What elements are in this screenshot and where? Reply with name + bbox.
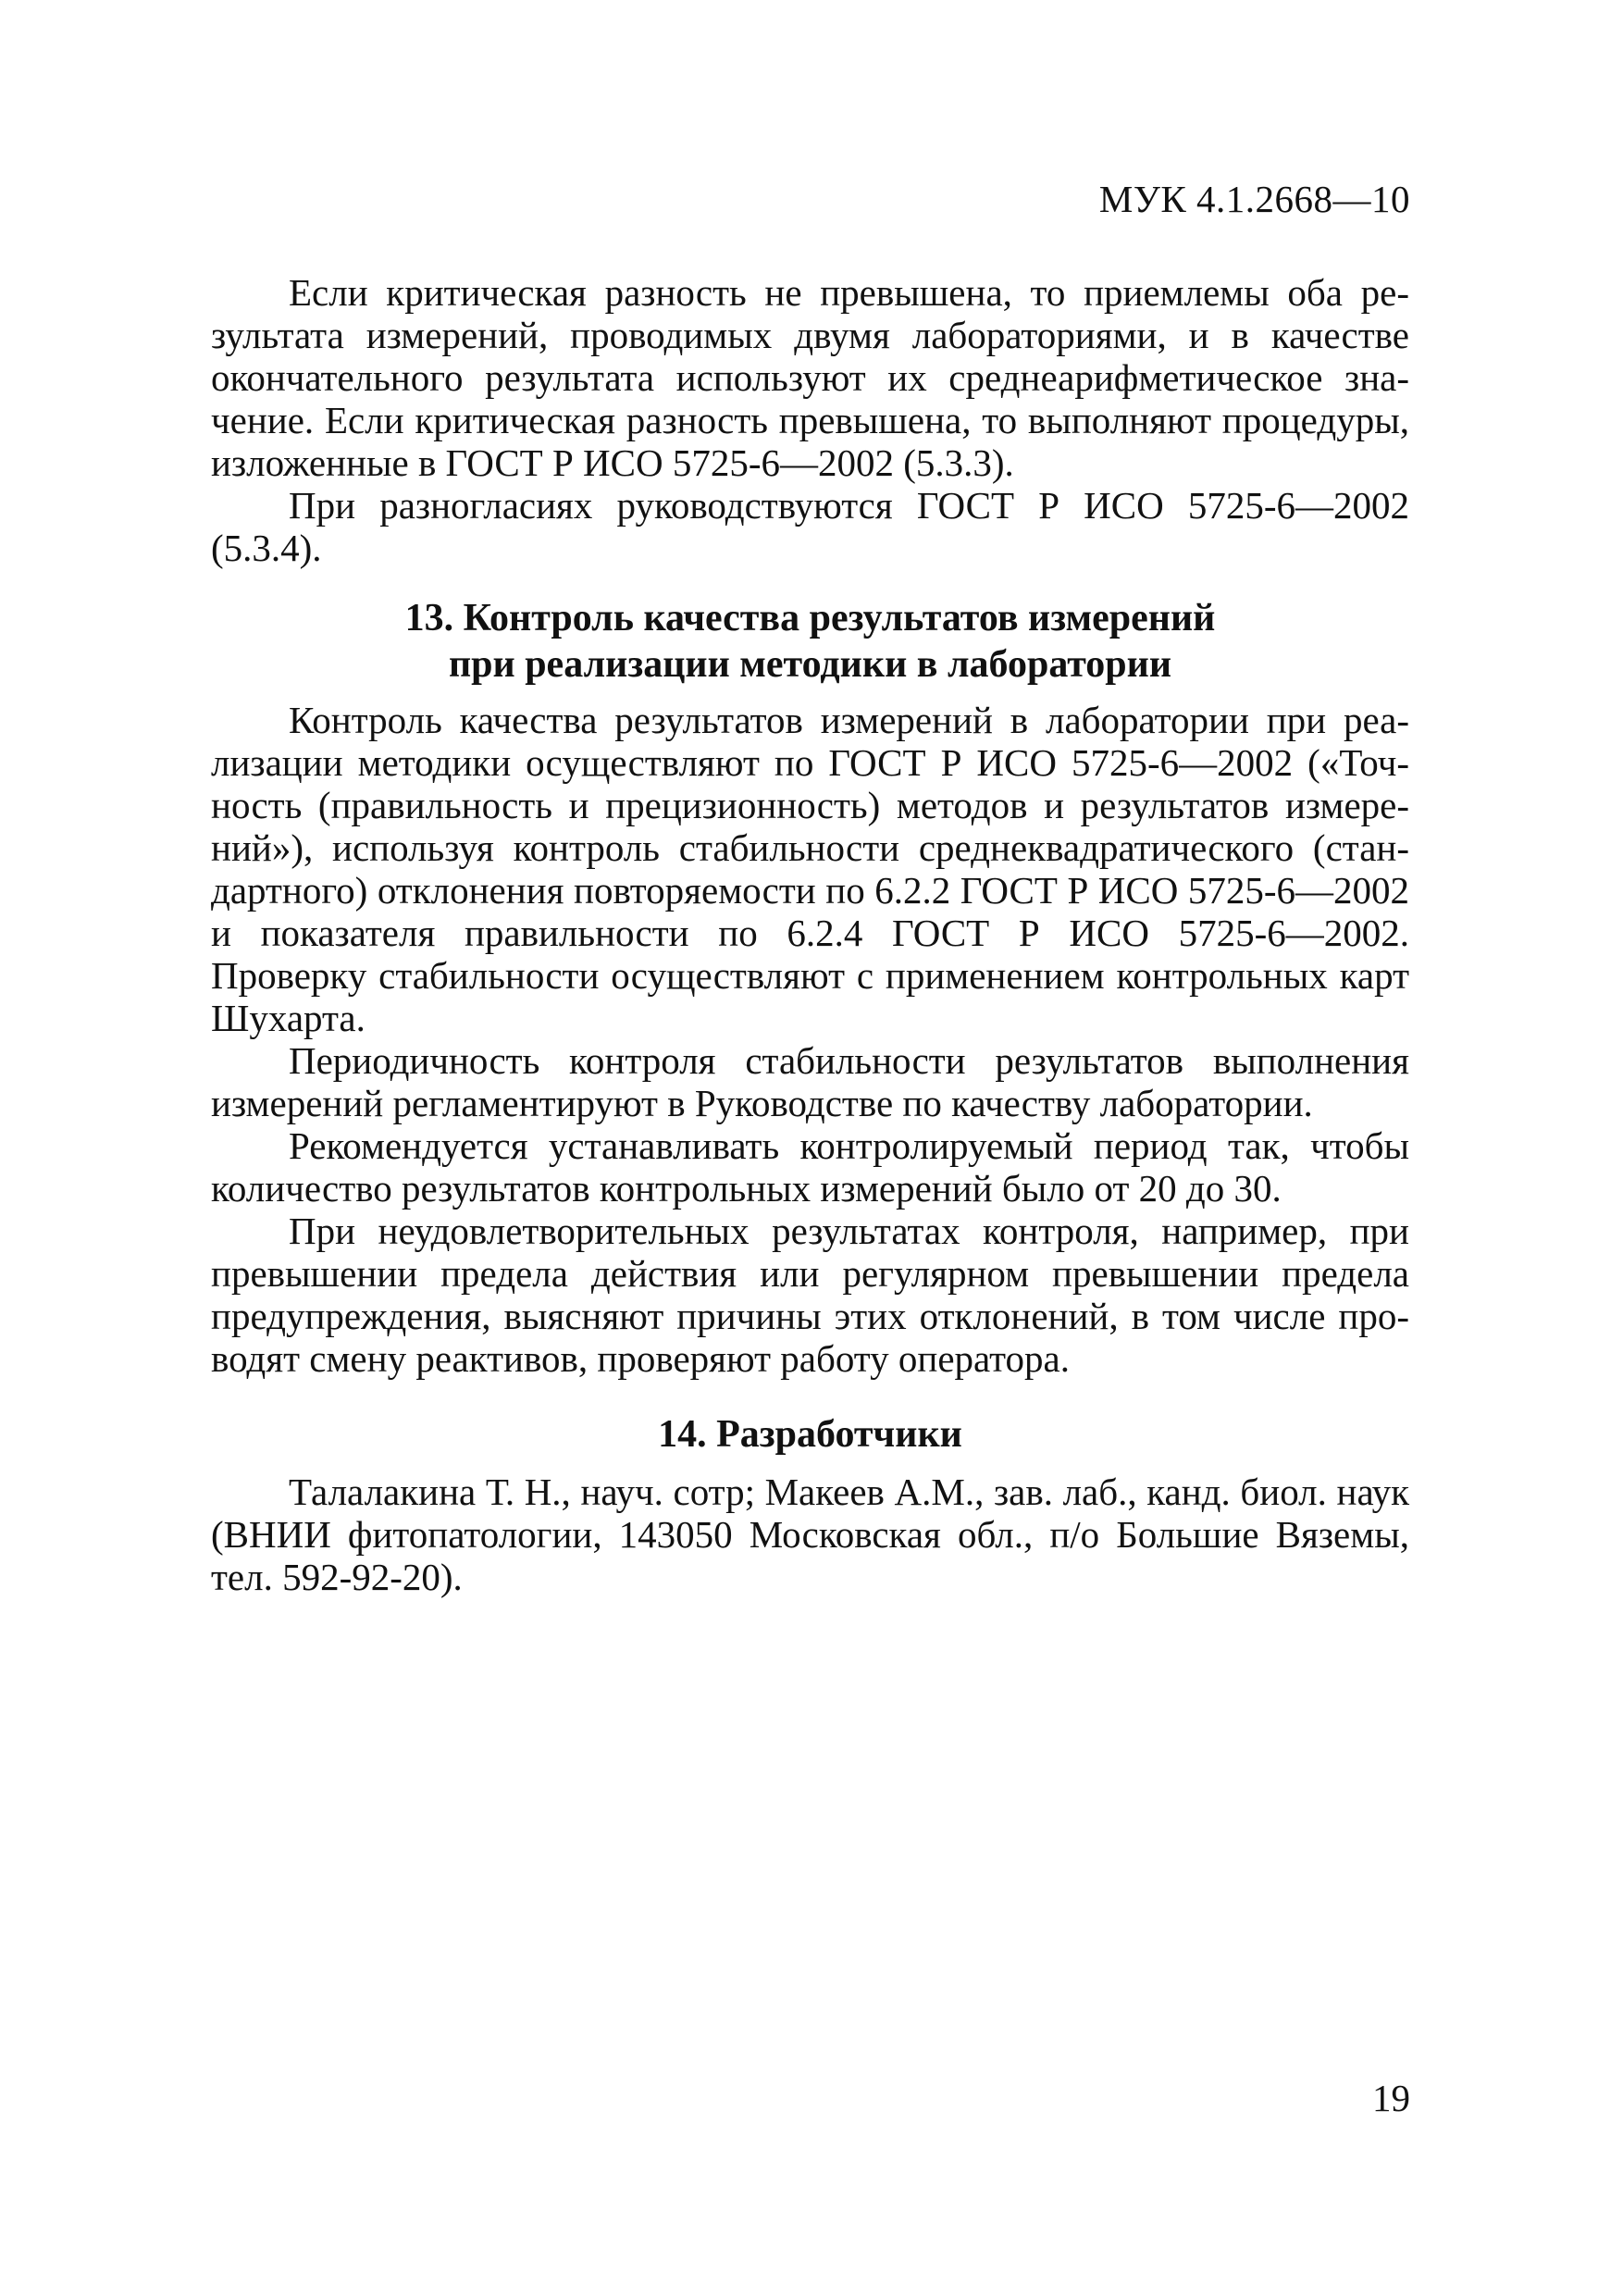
- section-13-heading: [211, 595, 1409, 688]
- section-13-paragraph-2: Периодичность контроля стабильности результатов выполнения измерений регламентируют в Руководстве по качеству лаборатории.: [211, 1039, 1409, 1124]
- section-13-heading-line-1: 13. Контроль качества результатов измерений: [404, 597, 1216, 639]
- section-14-paragraph: Талалакина Т. Н., науч. сотр; Макеев А.М., зав. лаб., канд. биол. наук (ВНИИ фитопатологии, 143050 Московская обл., п/о Большие Вяземы, тел. 592-92-20).: [211, 1471, 1409, 1598]
- section-14-heading: 14. Разработчики: [658, 1413, 962, 1456]
- document-code-header: МУК 4.1.2668—10: [1098, 178, 1410, 220]
- section-13-heading-line-2: при реализации методики в лаборатории: [448, 643, 1172, 686]
- page-number: 19: [1372, 2077, 1410, 2119]
- section-13-paragraph-4: При неудовлетворительных результатах контроля, например, при превышении предела действия или регулярном превышении предела предупреждения, выясняют причины этих отклонений, в том числе проводят смену реактивов, проверяют работу оператора.: [211, 1210, 1409, 1380]
- intro-paragraph-1: Если критическая разность не превышена, то приемлемы оба результата измерений, проводимых двумя лабораториями, и в качестве окончательного результата используют их среднеарифметическое значение. Если критическая разность превышена, то выполняют процедуры, изложенные в ГОСТ Р ИСО 5725-6—2002 (5.3.3).: [211, 271, 1409, 484]
- page-body: [211, 271, 1409, 1598]
- section-13-paragraph-3: Рекомендуется устанавливать контролируемый период так, чтобы количество результатов контрольных измерений было от 20 до 30.: [211, 1124, 1409, 1210]
- intro-paragraph-2: При разногласиях руководствуются ГОСТ Р ИСО 5725-6—2002 (5.3.4).: [211, 484, 1409, 569]
- section-13-paragraph-1: Контроль качества результатов измерений в лаборатории при реализации методики осуществляют по ГОСТ Р ИСО 5725-6—2002 («Точность (правильность и прецизионность) методов и результатов измерений»), используя контроль стабильности среднеквадратического (стандартного) отклонения повторяемости по 6.2.2 ГОСТ Р ИСО 5725-6—2002 и показателя правильности по 6.2.4 ГОСТ Р ИСО 5725-6—2002. Проверку стабильности осуществляют с применением контрольных карт Шухарта.: [211, 699, 1409, 1039]
